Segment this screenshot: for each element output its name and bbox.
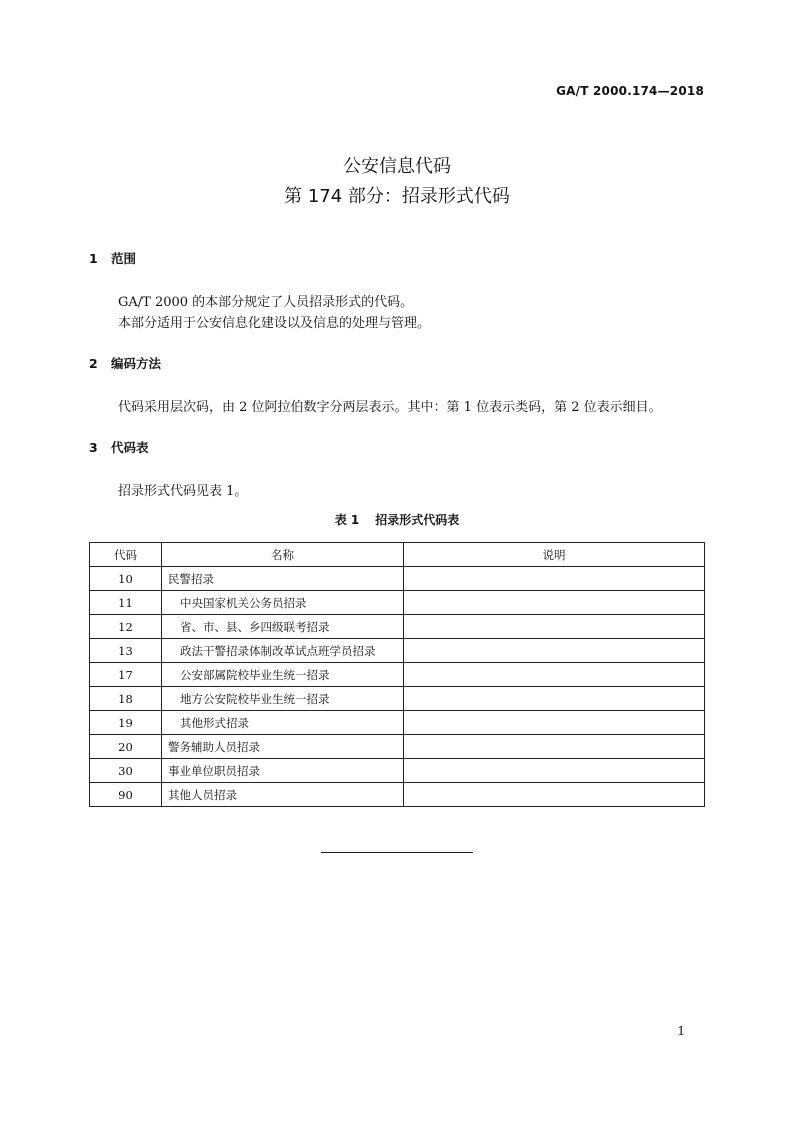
code-cell: 11 (90, 591, 162, 615)
document-title: 公安信息代码 (343, 156, 451, 177)
table-caption-label: 表 1 (334, 513, 360, 527)
section-title: 编码方法 (111, 356, 162, 371)
code-cell: 12 (90, 615, 162, 639)
table-header-row (90, 543, 705, 567)
note-cell (404, 567, 705, 591)
table-row (90, 567, 705, 591)
name-cell: 其他形式招录 (162, 711, 404, 735)
name-cell: 公安部属院校毕业生统一招录 (162, 663, 404, 687)
name-cell: 事业单位职员招录 (162, 759, 404, 783)
section-title: 范围 (111, 251, 137, 266)
note-cell (404, 591, 705, 615)
table-row (90, 687, 705, 711)
code-table (89, 542, 705, 807)
header-name: 名称 (162, 543, 404, 567)
code-cell: 19 (90, 711, 162, 735)
note-cell (404, 735, 705, 759)
section-number: 1 (89, 251, 98, 266)
paragraph: 招录形式代码见表 1。 (118, 484, 248, 499)
note-cell (404, 663, 705, 687)
table-row (90, 591, 705, 615)
section-heading-coding-method (89, 354, 161, 372)
table-caption (0, 511, 794, 528)
table-row (90, 759, 705, 783)
page-number: 1 (677, 1024, 685, 1038)
section-heading-scope (89, 249, 136, 267)
paragraph: GA/T 2000 的本部分规定了人员招录形式的代码。 (118, 295, 414, 310)
section-number: 3 (89, 440, 98, 455)
standard-code: GA/T 2000.174—2018 (556, 84, 704, 98)
header-code: 代码 (90, 543, 162, 567)
code-cell: 17 (90, 663, 162, 687)
code-cell: 20 (90, 735, 162, 759)
table-row (90, 663, 705, 687)
name-cell: 中央国家机关公务员招录 (162, 591, 404, 615)
note-cell (404, 639, 705, 663)
section-title: 代码表 (111, 440, 149, 455)
code-cell: 13 (90, 639, 162, 663)
table-caption-title: 招录形式代码表 (375, 513, 460, 527)
table-row (90, 783, 705, 807)
note-cell (404, 687, 705, 711)
section-number: 2 (89, 356, 98, 371)
name-cell: 地方公安院校毕业生统一招录 (162, 687, 404, 711)
note-cell (404, 615, 705, 639)
code-cell: 30 (90, 759, 162, 783)
code-cell: 18 (90, 687, 162, 711)
document-subtitle: 第 174 部分：招录形式代码 (284, 186, 510, 207)
table-row (90, 711, 705, 735)
code-cell: 90 (90, 783, 162, 807)
name-cell: 省、市、县、乡四级联考招录 (162, 615, 404, 639)
table-row (90, 639, 705, 663)
name-cell: 其他人员招录 (162, 783, 404, 807)
table-row (90, 735, 705, 759)
note-cell (404, 759, 705, 783)
table-row (90, 615, 705, 639)
paragraph: 本部分适用于公安信息化建设以及信息的处理与管理。 (118, 316, 431, 331)
paragraph: 代码采用层次码，由 2 位阿拉伯数字分两层表示。其中：第 1 位表示类码，第 2 位表示细目。 (118, 400, 662, 415)
note-cell (404, 711, 705, 735)
code-cell: 10 (90, 567, 162, 591)
note-cell (404, 783, 705, 807)
header-note: 说明 (404, 543, 705, 567)
section-heading-code-table (89, 438, 149, 456)
name-cell: 民警招录 (162, 567, 404, 591)
end-rule (321, 852, 473, 853)
name-cell: 警务辅助人员招录 (162, 735, 404, 759)
name-cell: 政法干警招录体制改革试点班学员招录 (162, 639, 404, 663)
